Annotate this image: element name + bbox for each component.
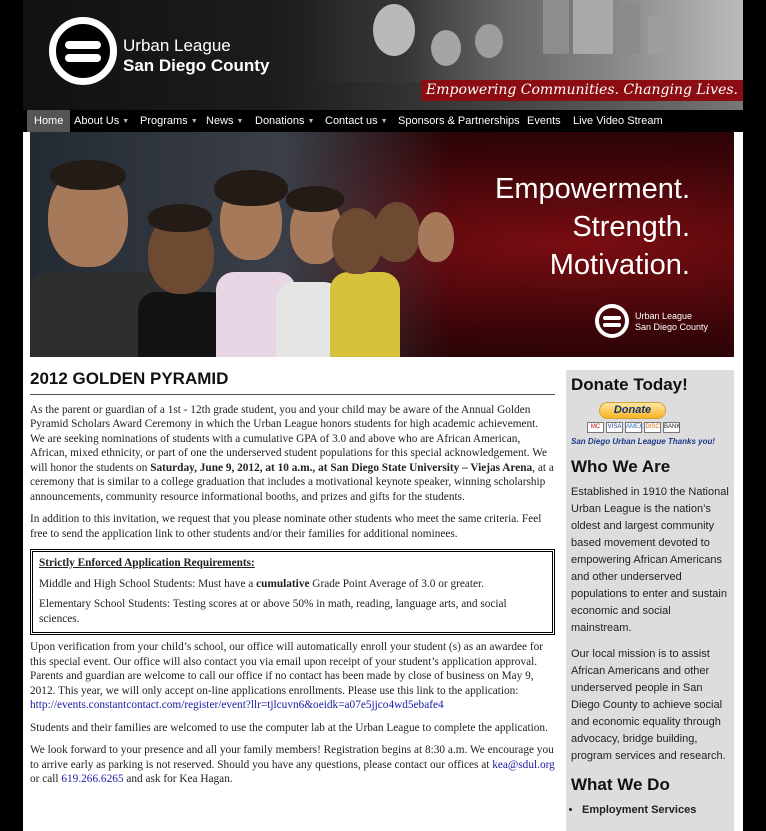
nav-programs[interactable]: Programs ▼ (140, 115, 198, 127)
payment-cards (587, 422, 729, 433)
card-icon-amex: AMEX (625, 422, 642, 433)
banner-line-2: Strength. (572, 211, 690, 243)
page (23, 0, 743, 831)
site-logo-text[interactable] (123, 36, 269, 76)
org-name-line2: San Diego County (123, 56, 270, 75)
card-icon-discover: DISC (644, 422, 661, 433)
who-we-are-paragraph-1: Established in 1910 the National Urban League is the nation’s oldest and largest community based movement devoted to empowering African Americans and other underserved populations to enter and sustain economic and social mainstream. (571, 486, 729, 634)
article-paragraph-5: We look forward to your presence and all your family members! Registration begins at 8:30 a.m. We encourage you to arrive early as parking is not reserved. Should you have any questions, please contact our offices at kea@sdul.org or call 619.266.6265 and ask for Kea Hagan. (30, 744, 555, 785)
banner-headline (495, 170, 690, 284)
article-paragraph-3: Upon verification from your child’s school, our office will automatically enroll your student (s) as an awardee for this special event. Our office will also contact you via email upon receipt of your student’s application approval. Parents and guardian are welcome to call our office if no contact has been made by close of business on May 9, 2012. This year, we will only accept on-line applications enrollments. Please use this link to the application: http://events.constantcontact.com/register/event?llr=tjlcuvn6&oeidk=a07e5jjco4wd5ebafe4 (30, 641, 544, 711)
nav-contact-us[interactable]: Contact us ▼ (325, 115, 388, 127)
who-we-are-paragraph-2: Our local mission is to assist African Americans and other underserved people in San Diego County to achieve social and economic equality through advocacy, bridge building, program services and research. (571, 648, 726, 762)
tagline: Empowering Communities. Changing Lives. (421, 80, 743, 101)
org-name-line1: Urban League (123, 36, 231, 55)
donate-button[interactable]: Donate (599, 402, 666, 419)
banner-logo-line2: San Diego County (635, 322, 709, 332)
sidebar (566, 370, 734, 831)
content-panel (23, 132, 743, 831)
header-photo-collage (313, 0, 743, 82)
requirements-heading: Strictly Enforced Application Requirements: (39, 557, 255, 569)
requirements-box (30, 549, 555, 635)
nav-about-us[interactable]: About Us ▼ (74, 115, 130, 127)
chevron-down-icon: ▼ (190, 118, 198, 125)
children-photo (30, 132, 450, 357)
main-nav (23, 110, 743, 132)
donate-thanks: San Diego Urban League Thanks you! (571, 437, 716, 446)
email-link[interactable]: kea@sdul.org (492, 758, 555, 771)
who-we-are-heading: Who We Are (571, 457, 671, 476)
logo-icon (595, 304, 629, 338)
nav-news[interactable]: News ▼ (206, 115, 244, 127)
chevron-down-icon: ▼ (236, 118, 244, 125)
article-paragraph-1: As the parent or guardian of a 1st - 12th grade student, you and your child may be aware of the Annual Golden Pyramid Scholars Award Ceremony in which the Urban League honors students for high academic achievement. We are seeking nominations of students with a cumulative GPA of 3.0 and above who are African American, African, mixed ethnicity, or part of one the underserved student populations for this special acknowledgement. We will honor the students on Saturday, June 9, 2012, at 10 a.m., at San Diego State University – Viejas Arena, at a ceremony that is similar to a college graduation that includes a motivational keynote speaker, winning scholarship announcements, community resource informational booths, and prizes and gifts for the students. (30, 403, 554, 503)
requirement-elementary: Elementary School Students: Testing scores at or above 50% in math, reading, language arts, and social sciences. (39, 598, 507, 625)
nav-sponsors-partnerships[interactable]: Sponsors & Partnerships (398, 115, 520, 127)
nav-live-video-stream[interactable]: Live Video Stream (573, 115, 663, 127)
card-icon-mastercard: MC (587, 422, 604, 433)
card-icon-bank: BANK (663, 422, 680, 433)
banner-line-1: Empowerment. (494, 173, 690, 205)
article-paragraph-4: Students and their families are welcomed to use the computer lab at the Urban League to complete the application. (30, 721, 548, 734)
article-paragraph-2: In addition to this invitation, we request that you please nominate other students who meet the same criteria. Feel free to send the application link to other students and/or their families for additional nominees. (30, 513, 542, 540)
hero-banner (30, 132, 734, 357)
card-icon-visa: VISA (606, 422, 623, 433)
nav-events[interactable]: Events (527, 115, 561, 127)
what-we-do-list (582, 802, 729, 819)
page-title: 2012 GOLDEN PYRAMID (30, 372, 555, 395)
donate-heading: Donate Today! (571, 375, 688, 394)
chevron-down-icon: ▼ (307, 118, 315, 125)
application-link[interactable]: http://events.constantcontact.com/register/event?llr=tjlcuvn6&oeidk=a07e5jjco4wd5ebafe4 (30, 699, 444, 711)
banner-logo-line1: Urban League (635, 311, 693, 321)
nav-home[interactable]: Home (27, 110, 70, 132)
requirement-middle-high: Middle and High School Students: Must have a cumulative Grade Point Average of 3.0 or greater. (39, 577, 485, 590)
what-we-do-heading: What We Do (571, 775, 670, 794)
phone-link[interactable]: 619.266.6265 (61, 773, 124, 785)
list-item[interactable]: • Employment Services (582, 802, 729, 819)
chevron-down-icon: ▼ (122, 118, 130, 125)
nav-donations[interactable]: Donations ▼ (255, 115, 315, 127)
logo-icon[interactable] (49, 17, 117, 85)
banner-line-3: Motivation. (549, 249, 690, 281)
site-header (23, 0, 743, 110)
chevron-down-icon: ▼ (380, 118, 388, 125)
article (30, 369, 555, 795)
